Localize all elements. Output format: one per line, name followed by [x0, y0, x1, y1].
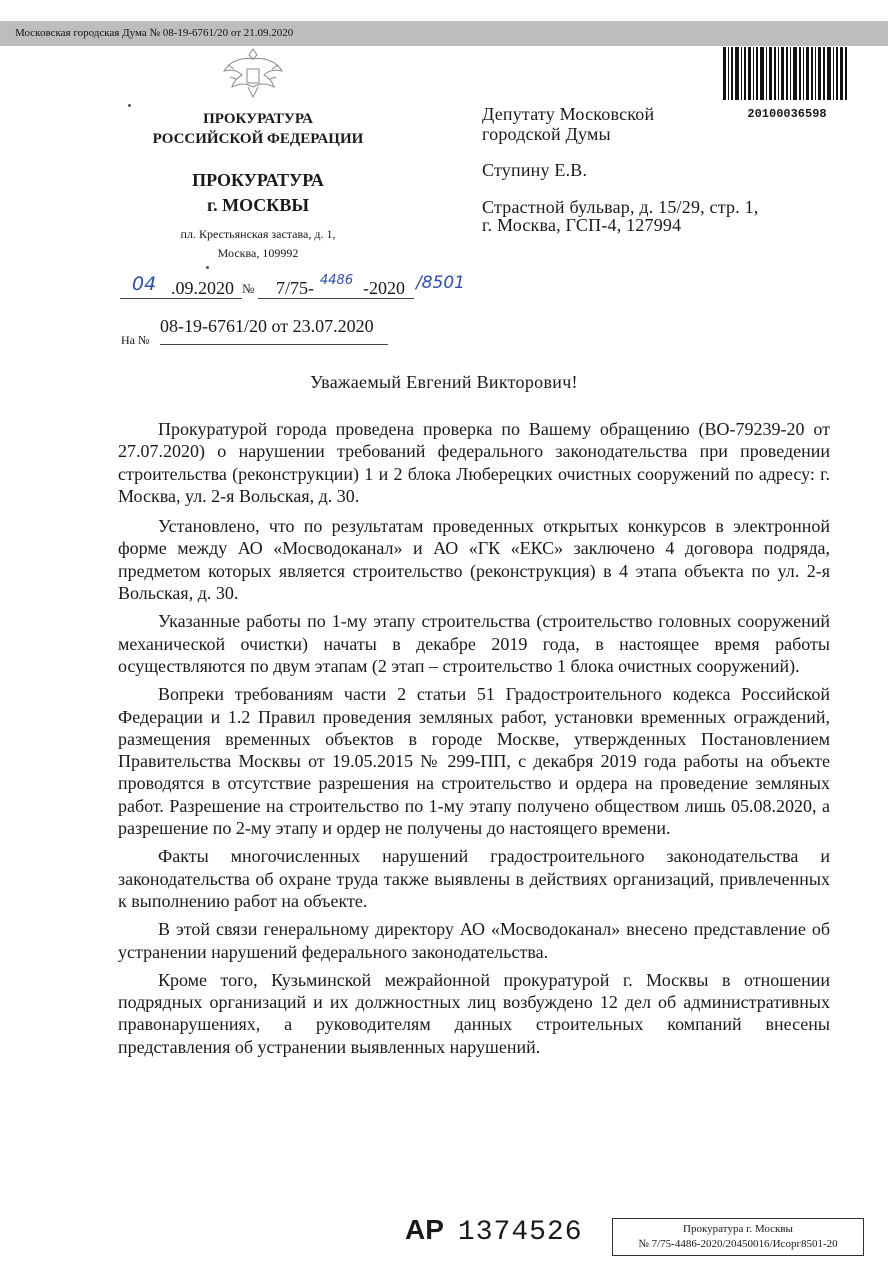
outgoing-no-label: №	[242, 281, 255, 296]
reference-value: 08-19-6761/20 от 23.07.2020	[160, 316, 374, 336]
recipient-address-line2: г. Москва, ГСП-4, 127994	[482, 215, 682, 235]
letter-body	[118, 418, 830, 1064]
barcode	[723, 47, 847, 100]
coat-of-arms-icon	[220, 47, 286, 99]
handwritten-tail: /8501	[416, 273, 465, 293]
sender-address-line2: Москва, 109992	[217, 246, 299, 260]
recipient-line2: городской Думы	[482, 124, 611, 144]
paragraph: Прокуратурой города проведена проверка по Вашему обращению (ВО-79239-20 от 27.07.2020) о нарушении требований федерального законодательства при проведении строительства (реконструкции) 1 и 2 блока Люберецких очистных сооружений по адресу: г. Москва, ул. 2-я Вольская, д. 30.	[118, 419, 830, 506]
recipient-address-line1: Страстной бульвар, д. 15/29, стр. 1,	[482, 197, 759, 217]
registration-stamp-bar	[0, 21, 888, 46]
speck	[128, 104, 131, 107]
handwritten-day: 04	[132, 273, 157, 295]
outgoing-prefix: 7/75-	[276, 278, 314, 298]
reference-label: На №	[121, 333, 150, 347]
paragraph: Кроме того, Кузьминской межрайонной прокуратурой г. Москвы в отношении подрядных организаций и их должностных лиц возбуждено 12 дел об административных правонарушениях, а руководителям данных строительных компаний внесены представления об устранении выявленных нарушений.	[118, 969, 830, 1057]
outgoing-month-year: .09.2020	[171, 278, 234, 298]
registration-box	[612, 1218, 864, 1256]
paragraph: Установлено, что по результатам проведенных открытых конкурсов в электронной форме между АО «Мосводоканал» и АО «ГК «ЕКС» заключено 4 договора подряда, предметом которых является строительство (реконструкция) в 4 этапа объекта по ул. 2-я Вольская, д. 30.	[118, 516, 830, 604]
outgoing-suffix: -2020	[363, 278, 405, 298]
sender-org-line2: РОССИЙСКОЙ ФЕДЕРАЦИИ	[152, 131, 364, 147]
number-underline	[258, 298, 414, 299]
sender-org-line1: ПРОКУРАТУРА	[203, 111, 313, 127]
recipient-name: Ступину Е.В.	[482, 160, 588, 180]
form-series: АР	[405, 1214, 444, 1245]
reference-underline	[160, 344, 388, 345]
paragraph: Вопреки требованиям части 2 статьи 51 Градостроительного кодекса Российской Федерации и 1.2 Правил проведения земляных работ, установки временных ограждений, размещения временных объектов в городе Москве, утвержденных Постановлением Правительства Москвы от 19.05.2015 № 299-ПП, с декабря 2019 года работы на объекте проводятся в отсутствие разрешения на строительство и ордера на проведение земляных работ. Разрешение на строительство по 1-му этапу получено обществом лишь 05.08.2020, а разрешение по 2-му этапу и ордер не получены до настоящего времени.	[118, 684, 830, 839]
handwritten-number: 4486	[320, 273, 354, 288]
registration-stamp-text: Московская городская Дума № 08-19-6761/20 от 21.09.2020	[15, 27, 294, 39]
greeting: Уважаемый Евгений Викторович!	[310, 372, 578, 392]
paragraph: Факты многочисленных нарушений градостроительного законодательства и законодательства об охране труда также выявлены в действиях организаций, привлеченных к выполнению работ на объекте.	[118, 846, 830, 911]
form-serial-number: 1374526	[457, 1217, 583, 1248]
registration-box-line1: Прокуратура г. Москвы	[683, 1223, 793, 1235]
form-serial	[405, 1214, 583, 1248]
registration-box-line2: № 7/75-4486-2020/20450016/Исорг8501-20	[638, 1238, 838, 1250]
paragraph: Указанные работы по 1-му этапу строительства (строительство головных сооружений механической очистки) начаты в декабре 2019 года, в настоящее время работы осуществляются по двум этапам (2 этап – строительство 1 блока очистных сооружений).	[118, 611, 830, 676]
recipient-line1: Депутату Московской	[482, 104, 655, 124]
sender-address-line1: пл. Крестьянская застава, д. 1,	[180, 227, 336, 241]
sender-sub-line1: ПРОКУРАТУРА	[192, 170, 324, 190]
sender-sub-line2: г. МОСКВЫ	[206, 195, 310, 215]
paragraph: В этой связи генеральному директору АО «Мосводоканал» внесено представление об устранении нарушений федерального законодательства.	[118, 919, 830, 962]
barcode-number: 20100036598	[747, 107, 827, 121]
date-underline	[120, 298, 242, 299]
speck	[206, 266, 209, 269]
